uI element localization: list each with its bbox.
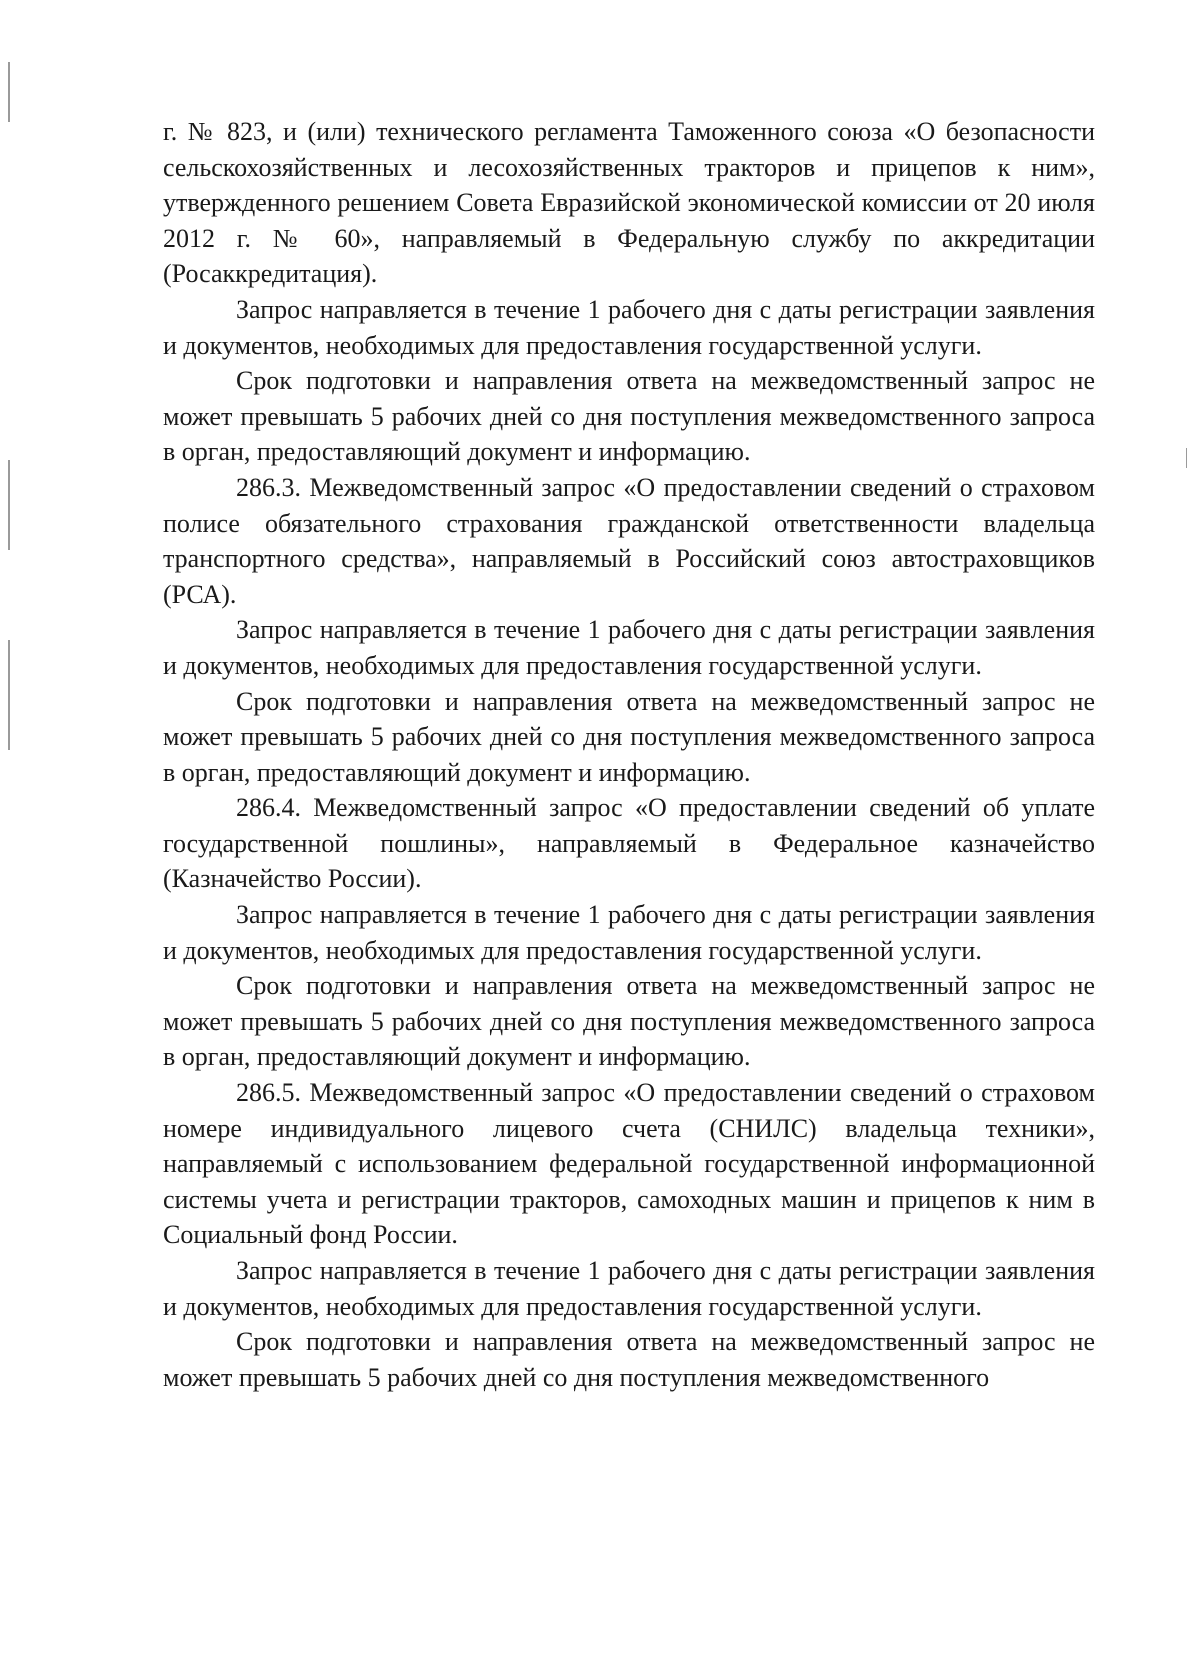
paragraph-286-5: 286.5. Межведомственный запрос «О предоставлении сведений о страховом номере индивидуального лицевого счета (СНИЛС) владельца техники», направляемый с использованием федеральной государственной информационной системы учета и регистрации тракторов, самоходных машин и прицепов к ним в Социальный фонд России. — [163, 1078, 1095, 1250]
paragraph-request-timing: Запрос направляется в течение 1 рабочего дня с даты регистрации заявления и документов, необходимых для предоставления государственной услуги. — [163, 1256, 1095, 1321]
paragraph-request-timing: Запрос направляется в течение 1 рабочего дня с даты регистрации заявления и документов, необходимых для предоставления государственной услуги. — [163, 900, 1095, 965]
paragraph-response-deadline-partial: Срок подготовки и направления ответа на межведомственный запрос не может превышать 5 рабочих дней со дня поступления межведомственного — [163, 1327, 1095, 1392]
paragraph-286-3: 286.3. Межведомственный запрос «О предоставлении сведений о страховом полисе обязательного страхования гражданской ответственности владельца транспортного средства», направляемый в Российский союз автостраховщиков (РСА). — [163, 472, 1095, 609]
paragraph-response-deadline: Срок подготовки и направления ответа на межведомственный запрос не может превышать 5 рабочих дней со дня поступления межведомственного запроса в орган, предоставляющий документ и информацию. — [163, 971, 1095, 1072]
scan-edge-mark — [8, 460, 10, 550]
paragraph-request-timing: Запрос направляется в течение 1 рабочего дня с даты регистрации заявления и документов, необходимых для предоставления государственной услуги. — [163, 294, 1095, 360]
document-body — [163, 114, 1095, 1395]
paragraph-response-deadline: Срок подготовки и направления ответа на межведомственный запрос не может превышать 5 рабочих дней со дня поступления межведомственного запроса в орган, предоставляющий документ и информацию. — [163, 686, 1095, 787]
scan-edge-mark — [8, 62, 10, 122]
paragraph-request-timing: Запрос направляется в течение 1 рабочего дня с даты регистрации заявления и документов, необходимых для предоставления государственной услуги. — [163, 615, 1095, 680]
paragraph-response-deadline: Срок подготовки и направления ответа на межведомственный запрос не может превышать 5 рабочих дней со дня поступления межведомственного запроса в орган, предоставляющий документ и информацию. — [163, 366, 1095, 467]
paragraph-continuation: г. № 823, и (или) технического регламента Таможенного союза «О безопасности сельскохозяйственных и лесохозяйственных тракторов и прицепов к ним», утвержденного решением Совета Евразийской экономической комиссии от 20 июля 2012 г. № 60», направляемый в Федеральную службу по аккредитации (Росаккредитация). — [163, 117, 1095, 289]
scan-edge-mark — [8, 640, 10, 750]
paragraph-286-4: 286.4. Межведомственный запрос «О предоставлении сведений об уплате государственной пошлины», направляемый в Федеральное казначейство (Казначейство России). — [163, 793, 1095, 894]
scan-edge-mark — [1186, 448, 1187, 468]
